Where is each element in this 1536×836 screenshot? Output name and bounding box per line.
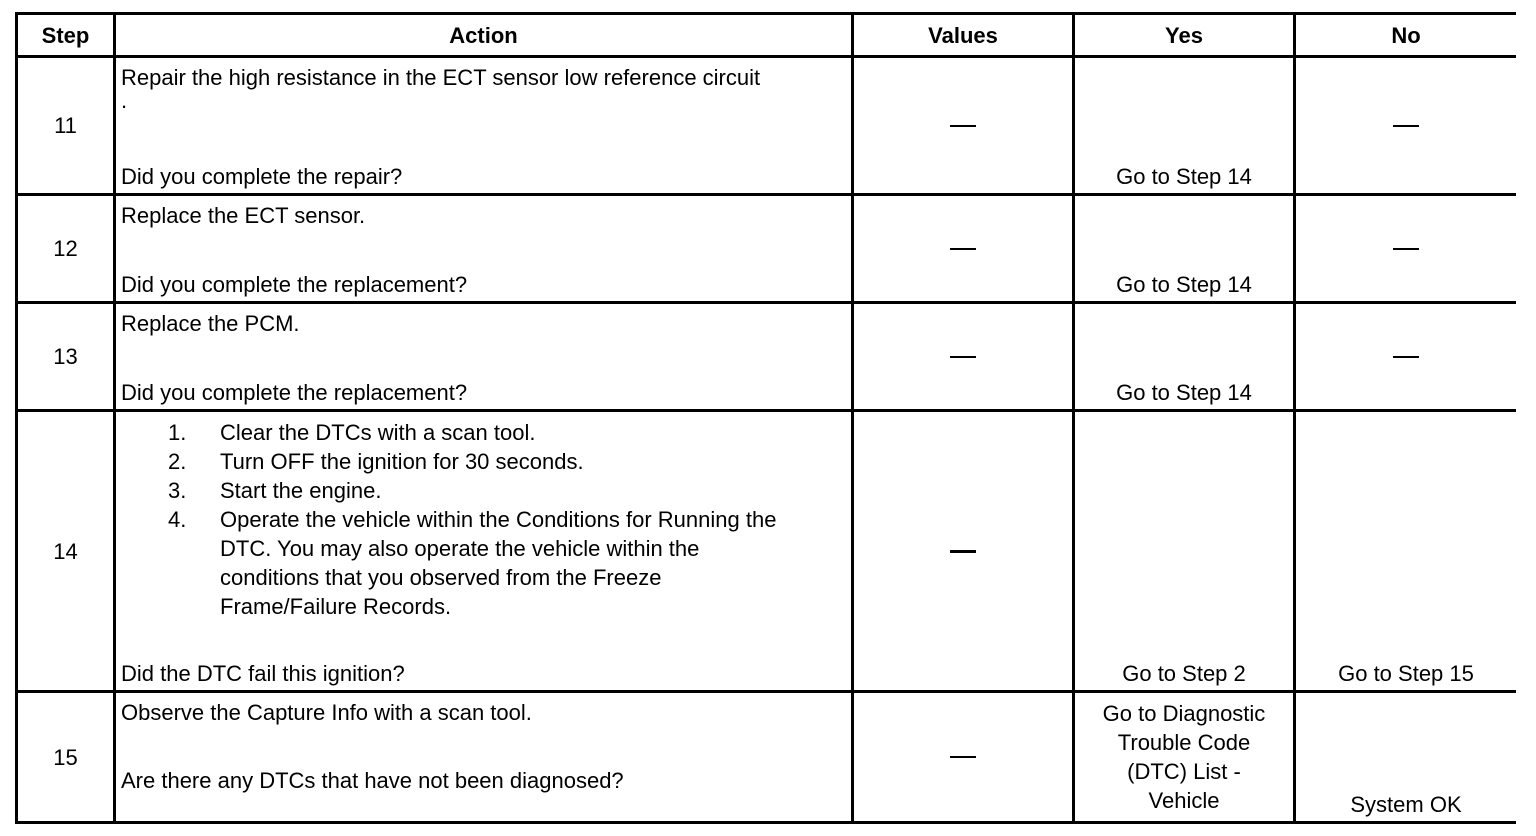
no-cell-11 (1296, 58, 1516, 193)
list-text: Turn OFF the ignition for 30 seconds. (220, 449, 584, 474)
em-dash (1393, 125, 1419, 127)
list-text: Clear the DTCs with a scan tool. (220, 420, 536, 445)
step-number-14: 14 (18, 412, 113, 690)
values-cell-14 (854, 412, 1072, 690)
step-number-12: 12 (18, 196, 113, 301)
values-cell-11 (854, 58, 1072, 193)
em-dash (950, 125, 976, 127)
em-dash (950, 550, 976, 553)
action-text: . (121, 88, 128, 113)
no-cell-14: Go to Step 15 (1296, 412, 1516, 690)
step-number-11: 11 (18, 58, 113, 193)
yes-line: (DTC) List - (1127, 759, 1241, 784)
yes-cell-14: Go to Step 2 (1075, 412, 1293, 690)
yes-cell-13: Go to Step 14 (1075, 304, 1293, 409)
action-cell-15 (116, 693, 851, 821)
header-values: Values (854, 15, 1072, 55)
yes-cell-11: Go to Step 14 (1075, 58, 1293, 193)
em-dash (1393, 356, 1419, 358)
action-cell-12 (116, 196, 851, 301)
yes-line: Vehicle (1148, 788, 1220, 813)
action-question: Did you complete the repair? (121, 164, 403, 189)
header-no: No (1296, 15, 1516, 55)
list-item (168, 505, 788, 621)
action-text: Repair the high resistance in the ECT sensor low reference circuit (121, 65, 761, 90)
header-yes: Yes (1075, 15, 1293, 55)
values-cell-13 (854, 304, 1072, 409)
action-text: Observe the Capture Info with a scan tool. (121, 700, 532, 725)
action-question: Did you complete the replacement? (121, 272, 468, 297)
action-question: Did you complete the replacement? (121, 380, 468, 405)
yes-link-dtc-list (1103, 699, 1266, 815)
action-question: Did the DTC fail this ignition? (121, 661, 405, 686)
yes-cell-12: Go to Step 14 (1075, 196, 1293, 301)
yes-cell-15 (1075, 693, 1293, 821)
step-number-15: 15 (18, 693, 113, 821)
no-cell-13 (1296, 304, 1516, 409)
list-number: 2. (168, 449, 187, 474)
action-cell-14 (116, 412, 851, 690)
values-cell-15 (854, 693, 1072, 821)
values-cell-12 (854, 196, 1072, 301)
yes-line: Go to Diagnostic (1102, 701, 1266, 726)
list-item (168, 476, 788, 505)
header-action: Action (116, 15, 851, 55)
action-text: Replace the ECT sensor. (121, 203, 366, 228)
em-dash (1393, 248, 1419, 250)
diagnostic-table (15, 12, 1516, 824)
yes-line: Trouble Code (1117, 730, 1251, 755)
list-item (168, 447, 788, 476)
em-dash (950, 248, 976, 250)
list-number: 1. (168, 420, 187, 445)
no-cell-12 (1296, 196, 1516, 301)
numbered-steps-list (168, 418, 788, 621)
list-number: 4. (168, 507, 187, 532)
action-cell-13 (116, 304, 851, 409)
list-text: Start the engine. (220, 478, 382, 503)
no-cell-15: System OK (1296, 693, 1516, 821)
list-text: Operate the vehicle within the Conditions for Running the DTC. You may also operate the vehicle within the conditions that you observed from the Freeze Frame/Failure Records. (220, 507, 777, 619)
action-cell-11 (116, 58, 851, 193)
header-step: Step (18, 15, 113, 55)
list-item (168, 418, 788, 447)
em-dash (950, 356, 976, 358)
em-dash (950, 756, 976, 758)
list-number: 3. (168, 478, 187, 503)
action-question: Are there any DTCs that have not been diagnosed? (121, 768, 624, 793)
action-text: Replace the PCM. (121, 311, 300, 336)
step-number-13: 13 (18, 304, 113, 409)
